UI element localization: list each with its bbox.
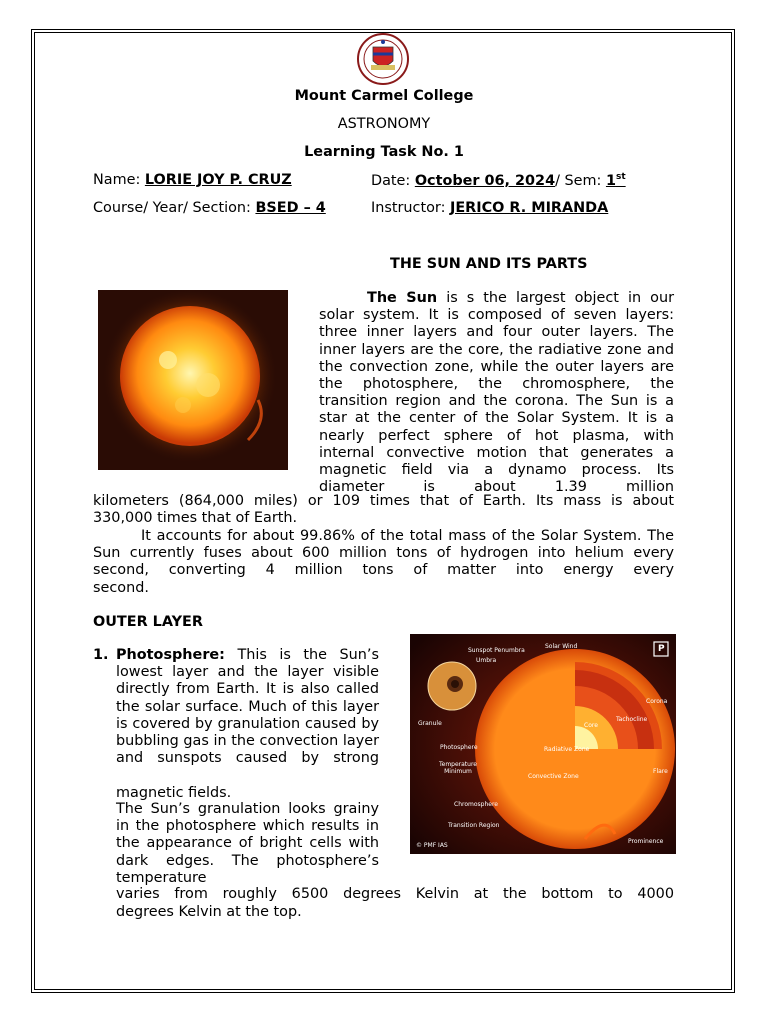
intro-lead: The Sun xyxy=(367,290,438,306)
sun-photo-image xyxy=(98,290,288,470)
label-photosphere: Photosphere xyxy=(440,744,478,751)
photosphere-text-2: The Sun’s granulation looks grainy in the photosphere which results in the appearance of bright cells with dark edges. The photosphere’s temperature xyxy=(116,801,379,886)
list-number: 1. xyxy=(93,647,109,663)
label-sunspot-penumbra: Sunspot Penumbra xyxy=(468,647,525,654)
name-value: LORIE JOY P. CRUZ xyxy=(144,172,292,188)
photosphere-title: Photosphere: xyxy=(116,647,225,663)
intro-text: is s the largest object in our solar system. It is composed of seven layers: three inner layers and four outer layers. The inner layers are the core, the radiative zone and the convection zone, while the outer layers are the photosphere, the chromosphere, the transition region and the corona. The Sun is a star at the center of the Solar System. It is a nearly perfect sphere of hot plasma, with internal convective motion that generates a magnetic field via a dynamo process. Its diameter is about 1.39 million xyxy=(319,290,674,496)
label-core: Core xyxy=(584,722,598,729)
label-solar-wind: Solar Wind xyxy=(545,643,578,650)
instructor-label: Instructor: xyxy=(371,200,446,216)
intro-p2-text: It accounts for about 99.86% of the total mass of the Solar System. The Sun currently fuses about 600 million tons of hydrogen into helium every second, converting 4 million tons of matter into energy every xyxy=(93,528,674,579)
photosphere-text-3: varies from roughly 6500 degrees Kelvin at the bottom to 4000 xyxy=(116,886,674,902)
photosphere-paragraph xyxy=(116,647,379,785)
outer-layer-heading: OUTER LAYER xyxy=(93,614,203,630)
course-row xyxy=(93,200,326,216)
photosphere-text-last: magnetic fields. xyxy=(116,785,232,801)
sem-value: 1st xyxy=(605,172,626,189)
sem-label: / Sem: xyxy=(555,172,602,189)
label-tachocline: Tachocline xyxy=(616,716,648,723)
photosphere-text: This is the Sun’s lowest layer and the layer visible directly from Earth. It is also called the solar surface. Much of this layer is covered by granulation caused by bubbling gas in the convection layer and sunspots caused by strong xyxy=(116,647,379,767)
name-row xyxy=(93,172,292,188)
intro-paragraph-2 xyxy=(93,528,674,597)
label-granule: Granule xyxy=(418,720,442,727)
date-value: October 06, 2024 xyxy=(414,172,556,189)
label-temperature-minimum: Temperature Minimum xyxy=(438,761,477,775)
instructor-value: JERICO R. MIRANDA xyxy=(450,200,609,216)
course-value: BSED – 4 xyxy=(255,200,326,216)
sun-structure-diagram xyxy=(410,634,676,854)
photosphere-text-3-last: degrees Kelvin at the top. xyxy=(116,904,302,920)
label-chromosphere: Chromosphere xyxy=(454,801,498,808)
label-credit: © PMF IAS xyxy=(416,842,448,849)
intro-text-last: 330,000 times that of Earth. xyxy=(93,510,298,526)
college-name: Mount Carmel College xyxy=(294,88,474,104)
label-flare: Flare xyxy=(653,768,668,775)
course-label: Course/ Year/ Section: xyxy=(93,200,251,216)
name-label: Name: xyxy=(93,172,141,188)
intro-p2-last: second. xyxy=(93,580,149,596)
label-radiative-zone: Radiative Zone xyxy=(544,746,590,753)
subject-title: ASTRONOMY xyxy=(337,116,431,132)
date-row xyxy=(371,172,626,189)
date-label: Date: xyxy=(371,172,411,189)
intro-text-full: kilometers (864,000 miles) or 109 times that of Earth. Its mass is about xyxy=(93,493,674,509)
section-title: THE SUN AND ITS PARTS xyxy=(390,256,588,272)
label-badge: P xyxy=(658,644,665,654)
label-prominence: Prominence xyxy=(628,838,664,845)
instructor-row xyxy=(371,200,608,216)
intro-paragraph-wrapped xyxy=(319,290,674,514)
task-title: Learning Task No. 1 xyxy=(304,144,464,160)
label-corona: Corona xyxy=(646,698,668,705)
college-seal-logo xyxy=(357,33,409,85)
label-umbra: Umbra xyxy=(476,657,497,664)
label-transition-region: Transition Region xyxy=(448,822,500,829)
label-convective-zone: Convective Zone xyxy=(528,773,579,780)
